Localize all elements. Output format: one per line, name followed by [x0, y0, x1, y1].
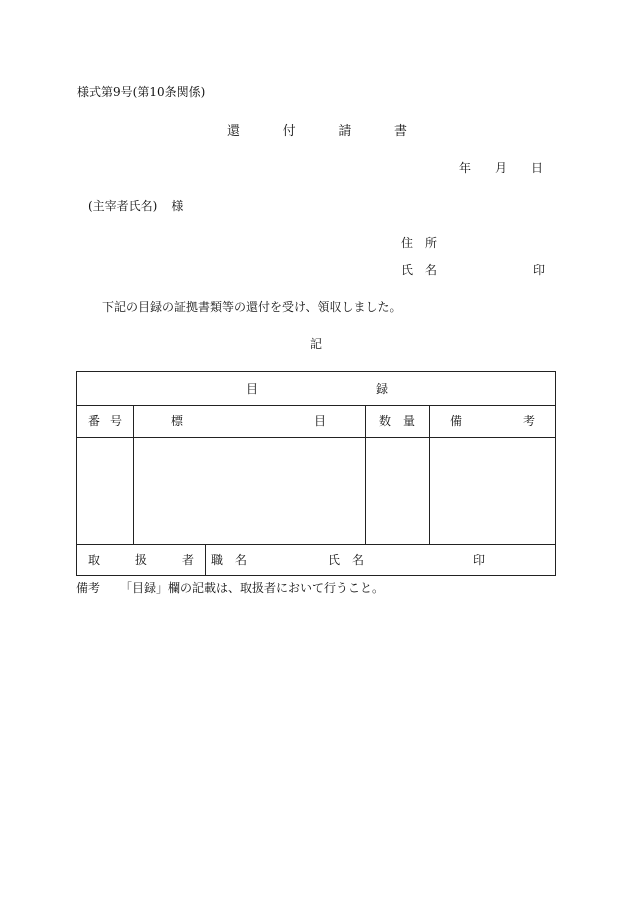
- date-year-label: 年: [459, 161, 472, 175]
- date-line: [459, 162, 543, 174]
- column-char: 標: [171, 414, 184, 428]
- body-text: 下記の目録の証拠書類等の還付を受け、領収しました。: [102, 300, 402, 314]
- title-char: 付: [282, 124, 296, 139]
- entry-number-cell[interactable]: [78, 438, 132, 543]
- handler-seal-mark: 印: [473, 553, 486, 567]
- column-char: 目: [313, 414, 326, 428]
- handler-char: 扱: [134, 553, 147, 567]
- table-rule: [205, 544, 206, 576]
- handler-name-label: [328, 554, 364, 566]
- column-header-number: [88, 415, 122, 427]
- remarks-note-text: 「目録」欄の記載は、取扱者において行うこと。: [120, 581, 385, 595]
- document-title: [227, 125, 407, 138]
- addressee-honorific: 様: [171, 199, 184, 213]
- column-header-remarks: [450, 415, 535, 427]
- column-header-quantity: [379, 415, 415, 427]
- title-char: 還: [227, 124, 241, 139]
- column-char: 号: [109, 414, 122, 428]
- name-char: 氏: [401, 263, 414, 277]
- column-char: 備: [450, 414, 463, 428]
- handler-char: 氏: [328, 553, 341, 567]
- address-char: 住: [401, 236, 414, 250]
- ki-heading: 記: [310, 337, 323, 351]
- register-table: [76, 371, 556, 576]
- handler-char: 職: [211, 553, 224, 567]
- entry-remarks-cell[interactable]: [430, 438, 555, 543]
- header-char: 録: [375, 382, 388, 396]
- handler-char: 取: [88, 553, 101, 567]
- handler-char: 者: [181, 553, 194, 567]
- header-char: 目: [246, 382, 259, 396]
- entry-quantity-cell[interactable]: [366, 438, 428, 543]
- column-char: 量: [402, 414, 415, 428]
- handler-position-label: [211, 554, 247, 566]
- applicant-address-label: [401, 237, 437, 249]
- date-day-label: 日: [530, 161, 543, 175]
- form-number: 様式第9号(第10条関係): [77, 85, 206, 99]
- title-char: 書: [393, 124, 407, 139]
- entry-item-cell[interactable]: [134, 438, 364, 543]
- date-month-label: 月: [494, 161, 507, 175]
- handler-label: [88, 554, 194, 566]
- applicant-name-label: [401, 264, 437, 276]
- title-char: 請: [338, 124, 352, 139]
- remarks-note-label: 備考: [76, 581, 101, 595]
- addressee-name: (主宰者氏名): [88, 199, 158, 213]
- handler-char: 名: [234, 553, 247, 567]
- name-char: 名: [424, 263, 437, 277]
- remarks-note: [76, 582, 384, 594]
- handler-char: 名: [351, 553, 364, 567]
- table-rule: [77, 544, 555, 545]
- table-header: [246, 383, 388, 395]
- column-header-item: [171, 415, 326, 427]
- table-rule: [77, 405, 555, 406]
- applicant-seal-mark: 印: [533, 263, 546, 277]
- column-char: 数: [379, 414, 392, 428]
- address-char: 所: [424, 236, 437, 250]
- addressee: [88, 200, 183, 212]
- column-char: 考: [522, 414, 535, 428]
- column-char: 番: [88, 414, 101, 428]
